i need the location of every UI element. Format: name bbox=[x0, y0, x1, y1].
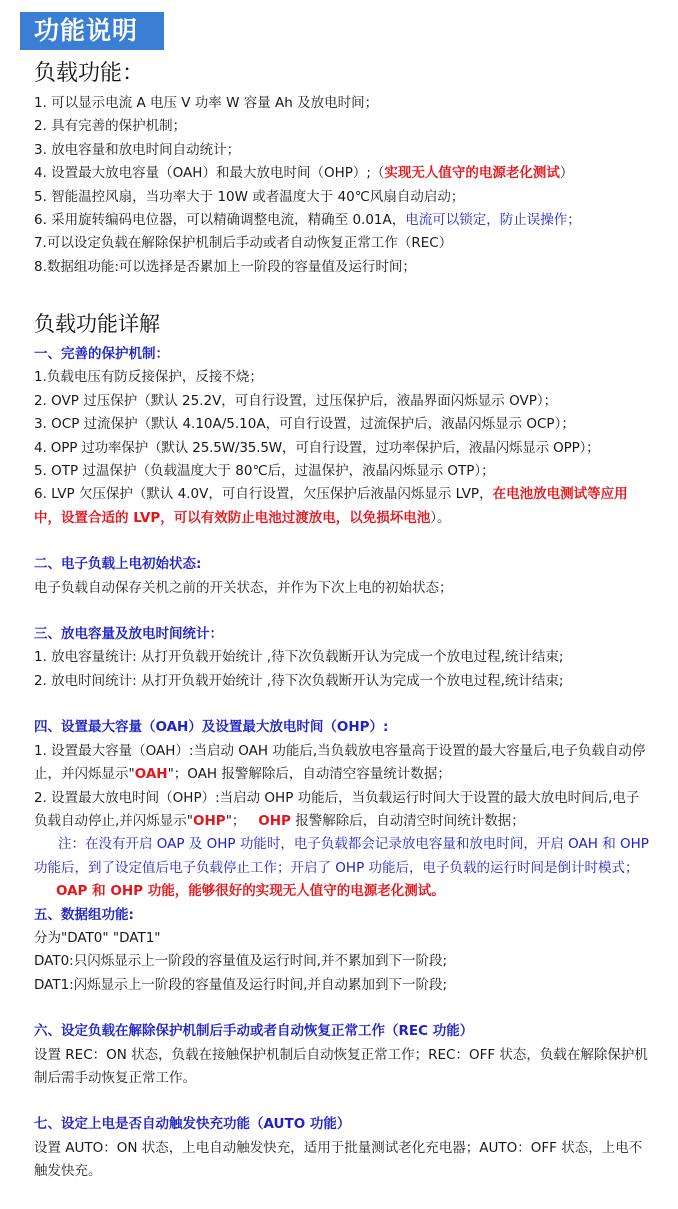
list-item: 分为"DAT0" "DAT1" bbox=[34, 929, 161, 946]
list-item: 2. 放电时间统计: 从打开负载开始统计 ,待下次负载断开认为完成一个放电过程,统计结束; bbox=[34, 672, 564, 689]
list-item: DAT0:只闪烁显示上一阶段的容量值及运行时间,并不累加到下一阶段; bbox=[34, 953, 448, 970]
item-text: 2. 设置最大放电时间（OHP）:当启动 OHP 功能后，当负载运行时间大于设置的最大放电时间后,电子负载自动停止,并闪烁显示" bbox=[34, 789, 640, 829]
item-text: 报警解除后，自动清空时间统计数据； bbox=[290, 812, 525, 829]
list-item: 3. 放电容量和放电时间自动统计； bbox=[34, 141, 241, 158]
list-item: 4. OPP 过功率保护（默认 25.5W/35.5W，可自行设置，过功率保护后，液晶闪烁显示 OPP）； bbox=[34, 439, 600, 456]
highlight-text: OHP bbox=[258, 812, 291, 829]
details-section bbox=[34, 343, 652, 1184]
paragraph bbox=[34, 740, 652, 787]
list-item: 2. 具有完善的保护机制； bbox=[34, 118, 187, 135]
item-text: 6. LVP 欠压保护（默认 4.0V，可自行设置，欠压保护后液晶闪烁显示 LVP， bbox=[34, 486, 493, 503]
paragraph: 设置 REC：ON 状态，负载在接触保护机制后自动恢复正常工作；REC：OFF 状态，负载在解除保护机制后需手动恢复正常工作。 bbox=[34, 1046, 648, 1086]
item-text: 4. 设置最大放电容量（OAH）和最大放电时间（OHP）;（ bbox=[34, 165, 385, 182]
item-text: ）。 bbox=[430, 509, 451, 526]
list-item: 2. OVP 过压保护（默认 25.2V，可自行设置，过压保护后，液晶界面闪烁显示 OVP）； bbox=[34, 392, 558, 409]
section-heading: 七、设定上电是否自动触发快充功能（AUTO 功能） bbox=[34, 1116, 351, 1133]
list-item: 5. OTP 过温保护（负载温度大于 80℃后，过温保护，液晶闪烁显示 OTP）； bbox=[34, 463, 495, 480]
highlight-text: 电流可以锁定，防止误操作； bbox=[405, 212, 581, 229]
highlight-text: OAH bbox=[134, 766, 168, 783]
highlight-text: OHP bbox=[193, 812, 226, 829]
list-item: DAT1:闪烁显示上一阶段的容量值及运行时间,并自动累加到下一阶段; bbox=[34, 976, 448, 993]
section-heading: 五、数据组功能: bbox=[34, 906, 134, 923]
note-paragraph: 注：在没有开启 OAP 及 OHP 功能时，电子负载都会记录放电容量和放电时间，开启 OAH 和 OHP 功能后，到了设定值后电子负载停止工作；开启了 OHP 功能后，电子负载的运行时间是倒计时模式； bbox=[34, 836, 649, 876]
paragraph: 电子负载自动保存关机之前的开关状态，并作为下次上电的初始状态； bbox=[34, 579, 453, 596]
highlight-paragraph: OAP 和 OHP 功能，能够很好的实现无人值守的电源老化测试。 bbox=[56, 883, 445, 900]
section-banner: 功能说明 bbox=[20, 12, 164, 50]
item-text: "； bbox=[225, 812, 259, 829]
paragraph bbox=[34, 787, 652, 834]
item-text: 6. 采用旋转编码电位器，可以精确调整电流，精确至 0.01A， bbox=[34, 212, 406, 229]
list-item: 1. 可以显示电流 A 电压 V 功率 W 容量 Ah 及放电时间； bbox=[34, 95, 379, 111]
list-item: 1.负载电压有防反接保护，反接不烧； bbox=[34, 369, 263, 386]
load-functions-title: 负载功能： bbox=[34, 61, 145, 86]
list-item bbox=[34, 209, 652, 232]
item-text: "；OAH 报警解除后，自动清空容量统计数据； bbox=[167, 766, 451, 783]
load-functions-list bbox=[34, 92, 652, 279]
section-heading: 三、放电容量及放电时间统计： bbox=[34, 626, 223, 643]
list-item: 7.可以设定负载在解除保护机制后手动或者自动恢复正常工作（REC） bbox=[34, 235, 453, 252]
item-text: 1. 设置最大容量（OAH）:当启动 OAH 功能后,当负载放电容量高于设置的最大容量后,电子负载自动停止，并闪烁显示" bbox=[34, 742, 646, 783]
item-text: ） bbox=[559, 165, 574, 182]
list-item: 5. 智能温控风扇，当功率大于 10W 或者温度大于 40℃风扇自动启动； bbox=[34, 188, 465, 205]
list-item bbox=[34, 162, 652, 185]
highlight-text: 实现无人值守的电源老化测试 bbox=[384, 165, 560, 182]
list-item: 8.数据组功能:可以选择是否累加上一阶段的容量值及运行时间； bbox=[34, 258, 416, 275]
section-heading: 四、设置最大容量（OAH）及设置最大放电时间（OHP）: bbox=[34, 719, 389, 736]
details-title: 负载功能详解 bbox=[34, 312, 160, 336]
section-heading: 一、完善的保护机制： bbox=[34, 346, 169, 362]
paragraph: 设置 AUTO：ON 状态，上电自动触发快充，适用于批量测试老化充电器；AUTO：OFF 状态，上电不触发快充。 bbox=[34, 1139, 643, 1180]
list-item bbox=[34, 483, 652, 530]
section-heading: 二、电子负载上电初始状态: bbox=[34, 556, 202, 573]
highlight-text: 在电池放电测试等应用中，设置合适的 LVP，可以有效防止电池过渡放电，以免损坏电池 bbox=[34, 486, 628, 526]
list-item: 3. OCP 过流保护（默认 4.10A/5.10A，可自行设置，过流保护后，液晶闪烁显示 OCP）； bbox=[34, 416, 575, 433]
list-item: 1. 放电容量统计: 从打开负载开始统计 ,待下次负载断开认为完成一个放电过程,统计结束; bbox=[34, 649, 564, 666]
section-heading: 六、设定负载在解除保护机制后手动或者自动恢复正常工作（REC 功能） bbox=[34, 1023, 474, 1040]
